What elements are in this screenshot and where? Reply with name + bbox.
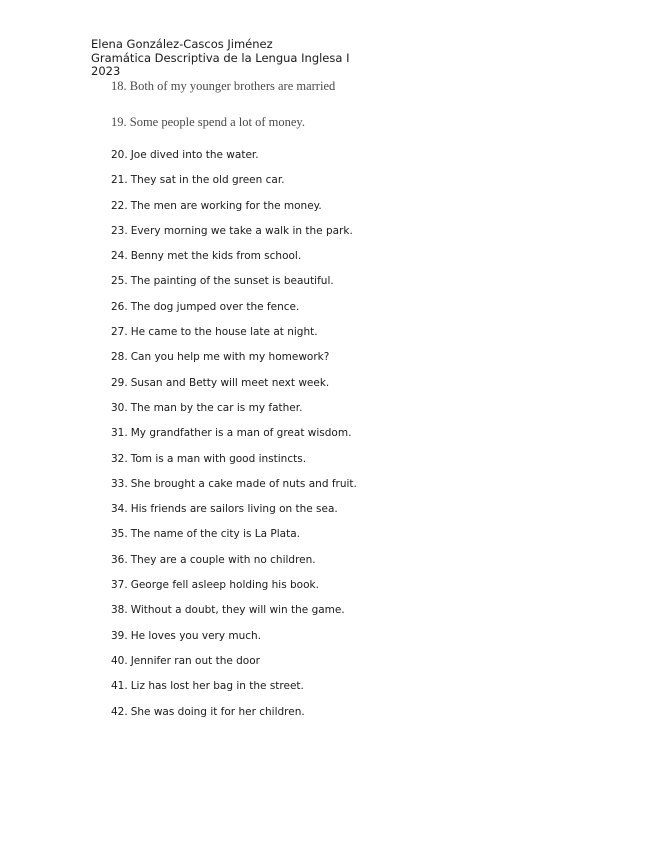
list-item-number: 30.	[111, 401, 128, 414]
list-item	[111, 325, 357, 350]
list-item-number: 33.	[111, 477, 128, 490]
list-item-number: 22.	[111, 199, 128, 212]
list-item-text: Benny met the kids from school.	[130, 250, 302, 263]
list-item	[111, 679, 357, 704]
course-title: Gramática Descriptiva de la Lengua Inglesa I	[91, 50, 350, 65]
list-item-text: The name of the city is La Plata.	[130, 528, 300, 541]
list-item-number: 25.	[111, 275, 128, 288]
list-item-number: 24.	[111, 250, 128, 263]
list-item-text: He came to the house late at night.	[130, 326, 318, 339]
list-item	[111, 426, 357, 451]
list-item-text: The dog jumped over the fence.	[130, 300, 300, 313]
list-item	[111, 376, 357, 401]
list-item-text: Tom is a man with good instincts.	[130, 452, 307, 465]
list-item-number: 38.	[111, 604, 128, 617]
list-item	[111, 224, 357, 249]
list-item-number: 41.	[111, 680, 128, 693]
list-item	[111, 199, 357, 224]
list-item-text: They are a couple with no children.	[130, 553, 316, 566]
list-item-number: 37.	[111, 579, 128, 592]
list-item	[111, 502, 357, 527]
sentence-18: 18. Both of my younger brothers are married	[111, 79, 336, 93]
year: 2023	[91, 64, 121, 78]
list-item	[111, 553, 357, 578]
list-item-number: 26.	[111, 300, 128, 313]
list-item	[111, 578, 357, 603]
list-item-number: 34.	[111, 503, 128, 516]
list-item	[111, 705, 357, 730]
list-item-text: His friends are sailors living on the sea.	[130, 503, 338, 516]
list-item-number: 28.	[111, 351, 128, 364]
list-item-number: 36.	[111, 553, 128, 566]
list-item-number: 21.	[111, 174, 128, 187]
list-item	[111, 401, 357, 426]
document-header	[91, 38, 349, 79]
list-item-text: Joe dived into the water.	[130, 149, 259, 161]
list-item	[111, 527, 357, 552]
list-item	[111, 300, 357, 325]
list-item-text: Every morning we take a walk in the park.	[130, 224, 353, 237]
author-name: Elena González-Cascos Jiménez	[91, 37, 273, 51]
list-item-text: She brought a cake made of nuts and fruit.	[130, 477, 357, 490]
list-item	[111, 452, 357, 477]
list-item-text: Liz has lost her bag in the street.	[130, 680, 304, 693]
list-item-text: Jennifer ran out the door	[130, 654, 260, 667]
list-item-text: Susan and Betty will meet next week.	[130, 376, 330, 389]
list-item-number: 27.	[111, 326, 128, 339]
list-item-text: My grandfather is a man of great wisdom.	[130, 427, 352, 440]
list-item	[111, 477, 357, 502]
list-item-text: They sat in the old green car.	[130, 174, 285, 187]
sentence-19: 19. Some people spend a lot of money.	[111, 115, 305, 129]
list-item-number: 32.	[111, 452, 128, 465]
list-item-text: George fell asleep holding his book.	[130, 579, 319, 592]
list-item-text: He loves you very much.	[130, 629, 262, 642]
list-item-text: The painting of the sunset is beautiful.	[130, 275, 334, 288]
list-item	[111, 173, 357, 198]
list-item	[111, 274, 357, 299]
list-item-number: 40.	[111, 654, 128, 667]
list-item	[111, 629, 357, 654]
list-item	[111, 603, 357, 628]
list-item	[111, 350, 357, 375]
sentence-list	[111, 148, 357, 730]
list-item-text: Can you help me with my homework?	[130, 351, 330, 364]
list-item-number: 39.	[111, 629, 128, 642]
list-item-text: She was doing it for her children.	[130, 705, 305, 718]
list-item-number: 20.	[111, 149, 128, 161]
list-item-number: 31.	[111, 427, 128, 440]
list-item-number: 29.	[111, 376, 128, 389]
list-item-text: The men are working for the money.	[130, 199, 322, 212]
list-item-number: 35.	[111, 528, 128, 541]
list-item	[111, 249, 357, 274]
list-item-number: 23.	[111, 224, 128, 237]
list-item	[111, 148, 357, 173]
list-item-text: The man by the car is my father.	[130, 401, 303, 414]
list-item-text: Without a doubt, they will win the game.	[130, 604, 345, 617]
list-item	[111, 654, 357, 679]
list-item-number: 42.	[111, 705, 128, 718]
